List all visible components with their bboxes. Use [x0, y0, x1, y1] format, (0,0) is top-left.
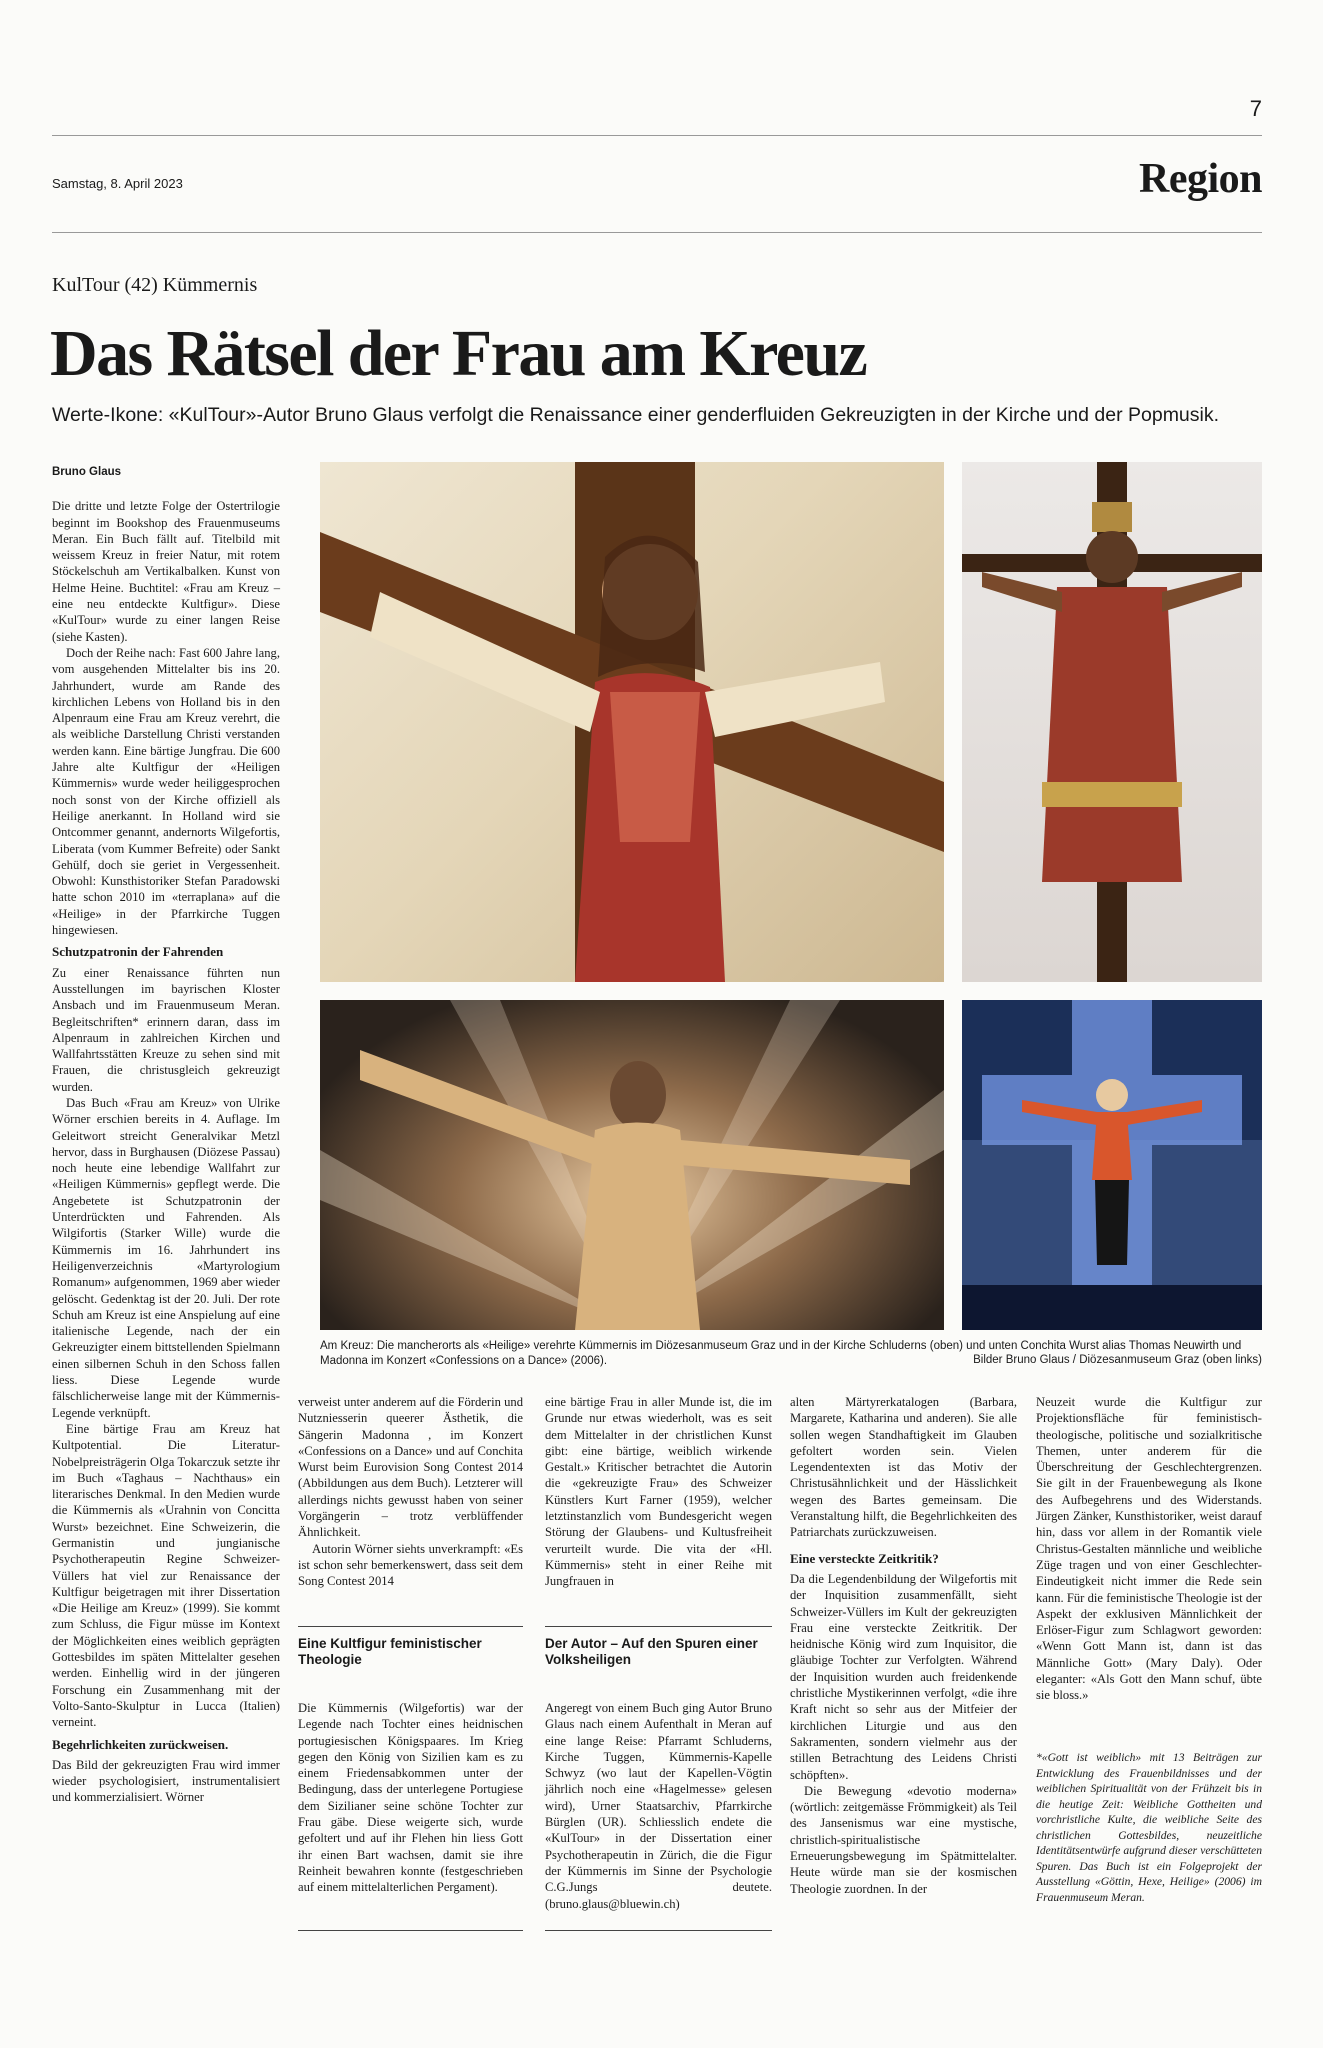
headline: Das Rätsel der Frau am Kreuz [50, 317, 867, 390]
photo-kuemmernis-schluderns [962, 462, 1262, 982]
madonna-concert-illustration [962, 1000, 1262, 1330]
paragraph: Zu einer Renaissance führten nun Ausstellungen im bayrischen Kloster Ansbach und im Frauenmuseum Meran. Begleitschriften* erinnern daran, dass im Alpenraum in zahlreichen Kirchen und Wallfahrtsstätten Kreuze zu sehen sind mit Frauen, die christusgleich gekreuzigt wurden. [52, 965, 280, 1094]
header-top-rule [52, 135, 1262, 136]
section-title: Region [1139, 156, 1262, 202]
paragraph: Angeregt von einem Buch ging Autor Bruno Glaus nach einem Aufenthalt in Meran auf eine lange Reise: Pfarramt Schluderns, Kirche Tuggen, Kümmernis-Kapelle Schwyz (wo laut der Kapellen-Vögtin jährlich noch eine «Hagelmesse» gelesen wird), Urner Staatsarchiv, Pfarrkirche Bürglen (UR). Schliesslich endete die «KulTour» in der Dissertation einer Psychotherapeutin in Zürich, die die Figur der Kümmernis im Sinne der Psychologie C.G.Jungs deutete. (bruno.glaus@bluewin.ch) [545, 1701, 772, 1911]
paragraph: Die Kümmernis (Wilgefortis) war der Legende nach Tochter eines heidnischen portugiesischen Königspaares. Im Krieg gegen den König von Sizilien kam es zu einem Friedensabkommen unter der Bedingung, dass der unterlegene Portugiese dem Sizilianer seine schöne Tochter zur Frau gäbe. Diese weigerte sich, wurde gefoltert und auf ihr Flehen hin liess Gott ihr einen Bart wachsen, damit sie ihre Reinheit bewahren konnte (festgeschrieben auf einem mittelalterlichen Pergament). [298, 1701, 523, 1895]
box-autor-text [545, 1700, 772, 1912]
article-column-1 [52, 464, 280, 1806]
paragraph: Doch der Reihe nach: Fast 600 Jahre lang, vom ausgehenden Mittelalter bis ins 20. Jahrhundert, wurde am Rande des kirchlichen Lebens von Holland bis in den Alpenraum eine Frau am Kreuz verehrt, die als weibliche Darstellung Christi verstanden werden kann. Eine bärtige Jungfrau. Die 600 Jahre alte Kultfigur der «Heiligen Kümmernis» wurde weder heiliggesprochen noch sonst von der Kirche offiziell als Heilige anerkannt. In Holland wird sie Ontcommer genannt, andernorts Wilgefortis, Liberata (vom Kummer Befreite) oder Sankt Gehülf, doch sie geriet in Vergessenheit. Obwohl: Kunsthistoriker Stefan Paradowski hatte schon 2010 im «terraplana» auf die «Heilige» in der Pfarrkirche Tuggen hingewiesen. [52, 645, 280, 938]
box-autor-top-rule [545, 1626, 772, 1627]
author-byline: Bruno Glaus [52, 466, 122, 478]
paragraph: Die Bewegung «devotio moderna» (wörtlich: zeitgemässe Frömmigkeit) als Teil des Jansenismus war eine mystische, christlich-spiritualistische Erneuerungsbewegung im Spätmittelalter. Heute würde man sie der kosmischen Theologie zuordnen. In der [790, 1783, 1017, 1896]
photo-caption: Am Kreuz: Die mancherorts als «Heilige» verehrte Kümmernis im Diözesanmuseum Graz und in der Kirche Schluderns (oben) und unten Conchita Wurst alias Thomas Neuwirth und Madonna im Konzert «Confessions on a Dance» (2006). [320, 1340, 1242, 1367]
kuemmernis-graz-illustration [320, 462, 944, 982]
conchita-wurst-illustration [320, 1000, 944, 1330]
box-kultfigur-text [298, 1700, 523, 1896]
footnote: *«Gott ist weiblich» mit 13 Beiträgen zur Entwicklung des Frauenbildnisses und der weiblichen Spiritualität von der Frühzeit bis in die heutige Zeit: Weibliche Gottheiten und vorchristliche Kulte, die weibliche Seite des christlichen Gottesbildes, neuzeitliche Identitätsentwürfe aufgrund dieser verschütteten Spuren. Das Buch ist ein Folgeprojekt der Ausstellung «Göttin, Hexe, Heilige» (2006) im Frauenmuseum Meran. [1036, 1751, 1262, 1904]
paragraph: alten Märtyrerkatalogen (Barbara, Margarete, Katharina und anderen). Sie alle sollen wegen Standhaftigkeit im Glauben gefoltert worden sein. Vielen Legendentexten ist das Motiv der Christusähnlichkeit und der Hässlichkeit wegen des Bartes gemeinsam. Die Veranstaltung hilft, die Begehrlichkeiten des Patriarchats zurückzuweisen. [790, 1395, 1017, 1540]
paragraph: Eine bärtige Frau am Kreuz hat Kultpotential. Die Literatur-Nobelpreisträgerin Olga Tokarczuk setzte ihr im Buch «Taghaus – Nachthaus» ein literarisches Denkmal. In den Medien wurde die Kümmernis als «Urahnin von Concitta Wurst» bezeichnet. Eine Schweizerin, die Germanistin und jungianische Psychotherapeutin Regine Schweizer-Vüllers hat viel zur Renaissance der Kultfigur beigetragen mit ihrer Dissertation «Die Heilige am Kreuz» (1999). Sie kommt zum Schluss, die Figur müsse im Kontext der Möglichkeiten eines weiblich geprägten Gottesbildes im späten Mittelalter gesehen werden. Einhellig wird in der jüngeren Forschung ein Zusammenhang mit der Volto-Santo-Skulptur in Lucca (Italien) verneint. [52, 1421, 280, 1730]
photo-kuemmernis-graz [320, 462, 944, 982]
kuemmernis-schluderns-illustration [962, 462, 1262, 982]
deck: Werte-Ikone: «KulTour»-Autor Bruno Glaus verfolgt die Renaissance einer genderfluiden Gekreuzigten in der Kirche und der Popmusik. [52, 404, 1220, 426]
paragraph: Das Bild der gekreuzigten Frau wird immer wieder psychologisiert, instrumentalisiert und kommerzialisiert. Wörner [52, 1757, 280, 1805]
box-kultfigur-top-rule [298, 1626, 523, 1627]
box-kultfigur-title: Eine Kultfigur feministischer Theologie [298, 1636, 482, 1667]
subheading: Schutzpatronin der Fahrenden [52, 944, 224, 960]
photo-madonna-concert [962, 1000, 1262, 1330]
page-number: 7 [1249, 96, 1262, 121]
series-label: KulTour (42) Kümmernis [52, 274, 258, 296]
paragraph: verweist unter anderem auf die Förderin und Nutzniesserin queerer Ästhetik, die Sängerin Madonna , im Konzert «Confessions on a Dance» und auf Conchita Wurst beim Eurovision Song Contest 2014 (Abbildungen aus dem Buch). Letzterer will allerdings nichts gewusst haben von seiner Vorgängerin – trotz verblüffender Ähnlichkeit. [298, 1395, 523, 1540]
article-column-4 [790, 1394, 1017, 1897]
article-column-3 [545, 1394, 772, 1590]
subheading: Eine versteckte Zeitkritik? [790, 1550, 939, 1566]
paragraph: eine bärtige Frau in aller Munde ist, die im Grunde nur etwas wiederholt, was es seit dem Mittelalter in der christlichen Kunst gibt: eine bärtige, weiblich wirkende Gestalt.» Kritischer betrachtet die Autorin die «gekreuzigte Frau» des Schweizer Künstlers Kurt Farner (1959), welcher letztinstanzlich vom Bundesgericht wegen Störung der Glaubens- und Kultusfreiheit verurteilt wurde. Die vita der «Hl. Kümmernis» steht in einer Reihe mit Jungfrauen in [545, 1395, 772, 1589]
paragraph: Da die Legendenbildung der Wilgefortis mit der Inquisition zusammenfällt, sieht Schweizer-Vüllers im Kult der gekreuzigten Frau eine versteckte Zeitkritik. Der heidnische König wird zum Inquisitor, die gläubige Tochter zur Verfolgten. Während der Inquisition wurden auch freidenkende christliche Mystikerinnen verfolgt, «die ihre Kraft nicht so sehr aus der Mitfeier der kirchlichen Liturgie und aus den Sakramenten, sondern vielmehr aus der stillen Betrachtung des Leidens Christi schöpften». [790, 1571, 1017, 1782]
page-date: Samstag, 8. April 2023 [52, 176, 183, 191]
header-bottom-rule [52, 232, 1262, 233]
photo-credit: Bilder Bruno Glaus / Diözesanmuseum Graz (oben links) [973, 1354, 1262, 1366]
subheading: Begehrlichkeiten zurückweisen. [52, 1736, 229, 1752]
box-autor-bottom-rule [545, 1930, 772, 1931]
article-column-2 [298, 1394, 523, 1590]
box-autor-title: Der Autor – Auf den Spuren einer Volksheiligen [545, 1636, 758, 1667]
paragraph: Autorin Wörner siehts unverkrampft: «Es ist schon sehr bemerkenswert, dass seit dem Song Contest 2014 [298, 1541, 523, 1589]
paragraph: Das Buch «Frau am Kreuz» von Ulrike Wörner erschien bereits in 4. Auflage. Im Geleitwort streicht Generalvikar Metzl hervor, dass in Burghausen (Diözese Passau) noch heute eine lebendige Wallfahrt zur «Heiligen Kümmernis» gepflegt werde. Die Angebetete ist Schutzpatronin der Unterdrückten und Fahrenden. Als Wilgifortis (Starker Wille) wurde die Kümmernis im 16. Jahrhundert ins Heiligenverzeichnis «Martyrologium Romanum» aufgenommen, 1969 aber wieder gelöscht. Gedenktag ist der 20. Juli. Der rote Schuh am Kreuz ist eine Anspielung auf eine italienische Legende, nach der ein Gekreuzigter einem bittstellenden Spielmann einen silbernen Schuh in den Schoss fallen liess. Diese Legende wurde fälschlicherweise lange mit der Kümmernis-Legende verknüpft. [52, 1095, 280, 1420]
photo-conchita-wurst [320, 1000, 944, 1330]
paragraph: Neuzeit wurde die Kultfigur zur Projektionsfläche für feministisch-theologische, politische und sozialkritische Themen, unter anderem für die Überschreitung der Geschlechtergrenzen. Sie gilt in der Frauenbewegung als Ikone des Aufbegehrens und des Widerstands. Jürgen Zänker, Kunsthistoriker, weist darauf hin, dass vor allem in der Romantik viele Christus-Gestalten männliche und weibliche Züge tragen und von einer Geschlechter-Eindeutigkeit nicht immer die Rede sein kann. Für die feministische Theologie ist der Aspekt der exklusiven Männlichkeit der Erlöser-Figur zum Schlagwort geworden: «Wenn Gott Mann ist, dann ist das Männliche Gott» (Mary Daly). Oder eleganter: «Als Gott den Mann schuf, übte sie bloss.» [1036, 1395, 1262, 1703]
box-kultfigur-bottom-rule [298, 1930, 523, 1931]
paragraph: Die dritte und letzte Folge der Ostertrilogie beginnt im Bookshop des Frauenmuseums Meran. Ein Buch fällt auf. Titelbild mit weissem Kreuz in freier Natur, mit rotem Stöckelschuh am Vertikalbalken. Kunst von Helme Heine. Buchtitel: «Frau am Kreuz – eine neu entdeckte Kultfigur». Diese «KulTour» wurde zu einer langen Reise (siehe Kasten). [52, 499, 280, 644]
article-column-5 [1036, 1394, 1262, 1704]
